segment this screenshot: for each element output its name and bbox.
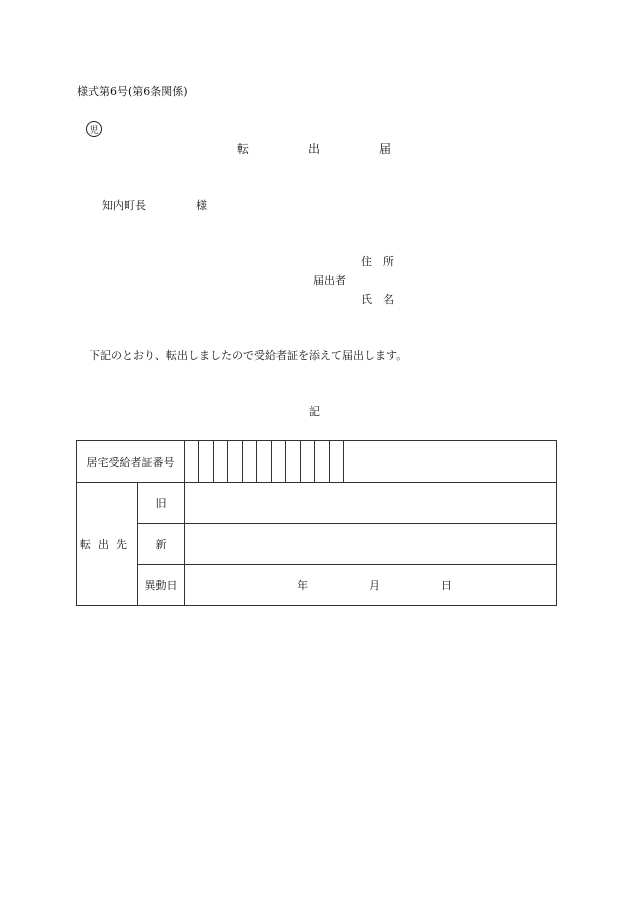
title-char-1: 転 [237,142,250,156]
destination-label: 転出先 [77,483,138,606]
cert-digit-boxes [185,441,556,482]
digit-box[interactable] [272,441,287,482]
digit-box[interactable] [315,441,330,482]
statement-text: 下記のとおり、転出しましたので受給者証を添えて届出します。 [89,349,408,362]
transfer-form-table [76,440,557,606]
digit-box[interactable] [257,441,272,482]
digit-box[interactable] [243,441,258,482]
digit-box[interactable] [286,441,301,482]
cert-number-label: 居宅受給者証番号 [77,441,185,483]
new-label: 新 [138,524,185,565]
title-char-3: 届 [379,142,392,156]
day-unit: 日 [441,579,452,592]
ki-heading: 記 [309,405,320,418]
form-reference: 様式第6号(第6条関係) [77,85,188,98]
date-label: 異動日 [138,565,185,606]
addressee-name: 知内町長 [102,199,146,212]
digit-box[interactable] [228,441,243,482]
child-stamp-icon: 児 [86,121,102,137]
address-label: 住 所 [361,255,394,268]
old-address-field[interactable] [185,483,557,524]
old-label: 旧 [138,483,185,524]
new-address-field[interactable] [185,524,557,565]
digit-box[interactable] [330,441,345,482]
name-label: 氏 名 [361,293,394,306]
addressee-honorific: 様 [196,199,207,212]
applicant-label: 届出者 [313,274,346,287]
month-unit: 月 [369,579,380,592]
digit-box[interactable] [214,441,229,482]
title-char-2: 出 [308,142,321,156]
year-unit: 年 [297,579,308,592]
date-field[interactable] [185,565,557,606]
digit-box[interactable] [301,441,316,482]
cert-number-field[interactable] [185,441,557,483]
digit-box[interactable] [198,441,214,482]
